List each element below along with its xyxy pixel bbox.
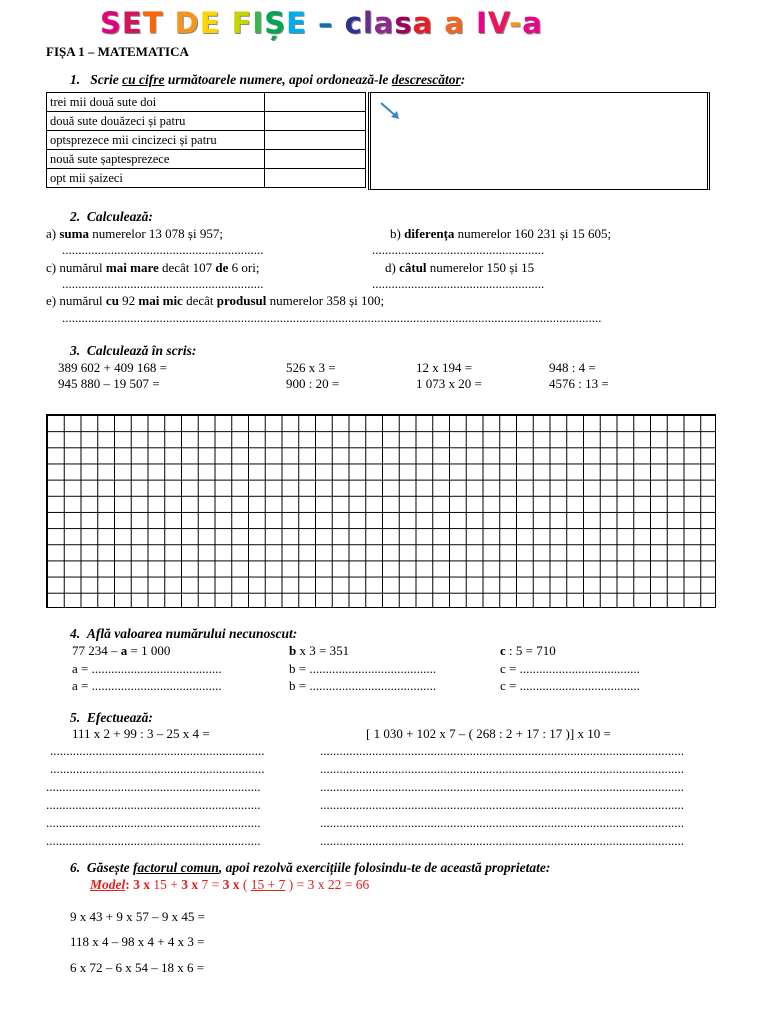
- calc-item: 12 x 194 =: [416, 360, 473, 375]
- answer-cell[interactable]: [265, 131, 366, 150]
- calc-item: 948 : 4 =: [549, 360, 596, 375]
- banner-letter: [307, 6, 318, 40]
- calc-item: 1 073 x 20 =: [416, 376, 482, 391]
- answer-line[interactable]: ..................................................................: [50, 761, 265, 776]
- worksheet-banner: [100, 6, 640, 42]
- table-row: opt mii șaizeci: [47, 169, 366, 188]
- equation-a: 77 234 – a = 1 000: [72, 643, 171, 658]
- answer-line[interactable]: a = ........................................: [72, 678, 222, 693]
- answer-cell[interactable]: [265, 112, 366, 131]
- ex2-e: e) numărul cu 92 mai mic decât produsul numerelor 358 și 100;: [46, 293, 385, 308]
- banner-letter: S: [100, 6, 122, 40]
- banner-letter: a: [412, 6, 434, 40]
- calc-item: 389 602 + 409 168 =: [58, 360, 167, 375]
- banner-letter: -: [509, 6, 523, 40]
- banner-letter: a: [373, 6, 395, 40]
- calc-item: 900 : 20 =: [286, 376, 340, 391]
- answer-cell[interactable]: [265, 150, 366, 169]
- banner-letter: E: [286, 6, 307, 40]
- ex2-b: b) diferența numerelor 160 231 și 15 605;: [390, 226, 612, 241]
- banner-letter: D: [174, 6, 200, 40]
- banner-letter: l: [362, 6, 374, 40]
- banner-letter: F: [231, 6, 253, 40]
- factor-exercise: 118 x 4 – 98 x 4 + 4 x 3 =: [70, 934, 205, 949]
- answer-line[interactable]: ..................................................................: [46, 779, 261, 794]
- banner-letter: I: [252, 6, 265, 40]
- banner-letter: [334, 6, 345, 40]
- banner-letter: T: [142, 6, 164, 40]
- work-grid[interactable]: [46, 414, 716, 608]
- arrow-down-right-icon: [377, 99, 407, 129]
- banner-letter: V: [487, 6, 510, 40]
- answer-line[interactable]: .....................................................: [372, 242, 545, 257]
- answer-line[interactable]: ..............................................................: [62, 242, 264, 257]
- answer-line[interactable]: ..................................................................: [50, 743, 265, 758]
- banner-letter: –: [318, 6, 334, 40]
- answer-line[interactable]: a = ........................................: [72, 661, 222, 676]
- answer-line[interactable]: ................................................................................................................: [320, 761, 684, 776]
- banner-letter: [465, 6, 476, 40]
- sheet-title: FIȘA 1 – MATEMATICA: [46, 44, 189, 59]
- answer-line[interactable]: ................................................................................................................: [320, 779, 684, 794]
- banner-letter: Ș: [264, 6, 287, 40]
- ex1-instruction: 1. Scrie cu cifre următoarele numere, apoi ordonează-le descrescător:: [70, 72, 466, 87]
- ordering-box[interactable]: [368, 92, 710, 190]
- banner-letter: [221, 6, 232, 40]
- ex1-number: 1.: [70, 72, 81, 87]
- banner-letter: E: [121, 6, 143, 40]
- answer-cell[interactable]: [265, 169, 366, 188]
- ex4-instruction: 4. Află valoarea numărului necunoscut:: [70, 626, 298, 641]
- answer-line[interactable]: ......................................................................................................................................................................: [62, 310, 602, 325]
- banner-letter: a: [522, 6, 543, 40]
- banner-letter: [164, 6, 175, 40]
- answer-line[interactable]: ................................................................................................................: [320, 815, 684, 830]
- answer-line[interactable]: ..................................................................: [46, 833, 261, 848]
- model-example: Model: 3 x 15 + 3 x 7 = 3 x ( 15 + 7 ) = 3 x 22 = 66: [90, 877, 370, 892]
- banner-letter: [433, 6, 444, 40]
- ex3-instruction: 3. Calculează în scris:: [70, 343, 197, 358]
- banner-letter: E: [199, 6, 221, 40]
- answer-line[interactable]: c = .....................................: [500, 661, 640, 676]
- banner-letter: c: [344, 6, 363, 40]
- calc-item: 4576 : 13 =: [549, 376, 609, 391]
- answer-line[interactable]: b = .......................................: [289, 678, 437, 693]
- table-row: nouă sute șaptesprezece: [47, 150, 366, 169]
- answer-line[interactable]: ..................................................................: [46, 797, 261, 812]
- equation-c: c : 5 = 710: [500, 643, 556, 658]
- answer-line[interactable]: ..............................................................: [62, 276, 264, 291]
- table-row: optsprezece mii cincizeci și patru: [47, 131, 366, 150]
- answer-line[interactable]: ................................................................................................................: [320, 797, 684, 812]
- table-row: două sute douăzeci și patru: [47, 112, 366, 131]
- banner-letter: s: [394, 6, 413, 40]
- calc-item: 945 880 – 19 507 =: [58, 376, 160, 391]
- ex2-c: c) numărul mai mare decât 107 de 6 ori;: [46, 260, 260, 275]
- answer-line[interactable]: c = .....................................: [500, 678, 640, 693]
- answer-line[interactable]: ..................................................................: [46, 815, 261, 830]
- ex2-instruction: 2. Calculează:: [70, 209, 153, 224]
- factor-exercise: 9 x 43 + 9 x 57 – 9 x 45 =: [70, 909, 205, 924]
- answer-line[interactable]: ................................................................................................................: [320, 743, 684, 758]
- table-row: trei mii două sute doi: [47, 93, 366, 112]
- ex2-d: d) câtul numerelor 150 și 15: [385, 260, 535, 275]
- answer-line[interactable]: b = .......................................: [289, 661, 437, 676]
- banner-letter: I: [476, 6, 488, 40]
- expression-2: [ 1 030 + 102 x 7 – ( 268 : 2 + 17 : 17 )] x 10 =: [366, 726, 611, 741]
- banner-letter: a: [444, 6, 465, 40]
- ex6-instruction: 6. Găsește factorul comun, apoi rezolvă exercițiile folosindu-te de această proprietate:: [70, 860, 551, 875]
- ex5-instruction: 5. Efectuează:: [70, 710, 153, 725]
- numbers-table: [46, 92, 366, 188]
- ex2-a: a) suma numerelor 13 078 și 957;: [46, 226, 223, 241]
- answer-cell[interactable]: [265, 93, 366, 112]
- answer-line[interactable]: ................................................................................................................: [320, 833, 684, 848]
- factor-exercise: 6 x 72 – 6 x 54 – 18 x 6 =: [70, 960, 205, 975]
- calc-item: 526 x 3 =: [286, 360, 336, 375]
- equation-b: b x 3 = 351: [289, 643, 350, 658]
- expression-1: 111 x 2 + 99 : 3 – 25 x 4 =: [72, 726, 210, 741]
- answer-line[interactable]: .....................................................: [372, 276, 545, 291]
